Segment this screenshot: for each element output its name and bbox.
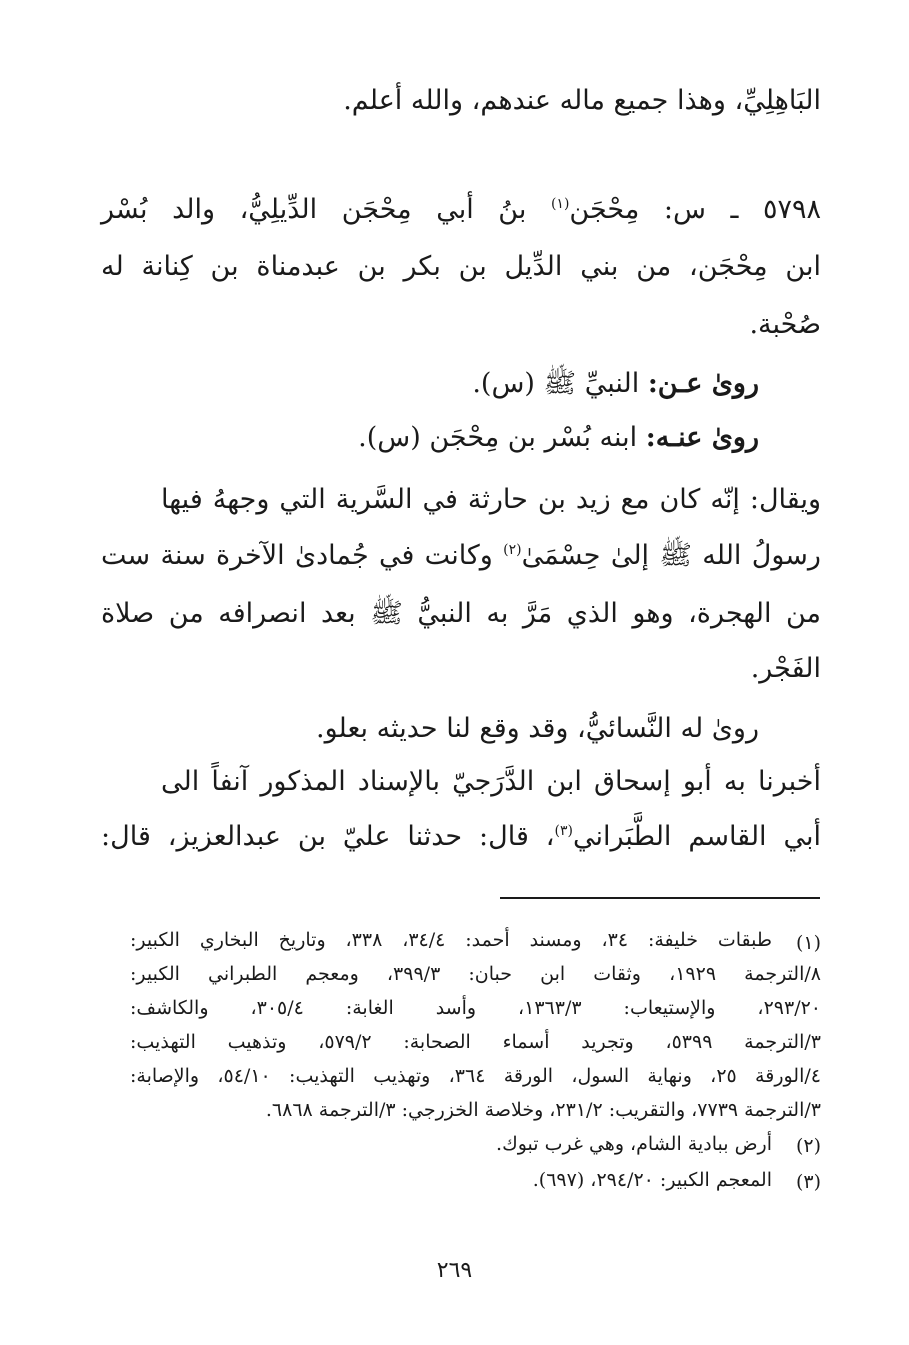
text-line-13: أبي القاسم الطَّبَراني$^{(٣)}$، قال: حدثنا عليّ بن عبدالعزيز، قال: [101,821,821,852]
entry-heading-line: ٥٧٩٨ ـ س: مِحْجَن$^{(١)}$ بنُ أبي مِحْجَن الدِّيلِيُّ، والد بُسْر [101,194,821,225]
narrated-by-label: روىٰ عنـه: [645,422,759,453]
footnote-2-number: (٢) [795,1135,821,1157]
text-line-9: من الهجرة، وهو الذي مَرَّ به النبيُّ ﷺ بعد انصرافه من صلاة [101,598,821,629]
text-line-3: ابن مِحْجَن، من بني الدِّيل بن بكر بن عبدمناة بن كِنانة له [101,251,821,282]
footnote-1-number: (١) [795,932,821,954]
text-line-1: البَاهِلِيِّ، وهذا جميع ماله عندهم، والله أعلم. [343,85,821,116]
footnote-separator [500,897,820,899]
footnote-1-line-3: ٢٩٣/٢٠، والإستيعاب: ١٣٦٣/٣، وأسد الغابة: ٣٠٥/٤، والكاشف: [130,997,822,1019]
footnote-2-text: أرض ببادية الشام، وهي غرب تبوك. [496,1133,772,1155]
footnote-1-line-6: ٣/الترجمة ٧٧٣٩، والتقريب: ٢٣١/٢، وخلاصة الخزرجي: ٣/الترجمة ٦٨٦٨. [265,1099,821,1121]
footnote-ref-2[interactable]: (٢) [503,542,522,558]
footnote-1-line-2: ٨/الترجمة ١٩٢٩، وثقات ابن حبان: ٣٩٩/٣، ومعجم الطبراني الكبير: [130,963,821,985]
footnote-ref-1[interactable]: (١) [550,196,570,212]
narrated-from-label: روىٰ عـن: [647,368,759,399]
footnote-1-line-4: ٣/الترجمة ٥٣٩٩، وتجريد أسماء الصحابة: ٥٧٩/٢، وتذهيب التهذيب: [130,1031,821,1053]
narrated-from-line: روىٰ عـن: النبيِّ ﷺ (س). [472,368,759,399]
footnote-3-text: المعجم الكبير: ٢٩٤/٢٠، (٦٩٧). [532,1169,772,1191]
footnote-1-line-5: ٤/الورقة ٢٥، ونهاية السول، الورقة ٣٦٤، وتهذيب التهذيب: ٥٤/١٠، والإصابة: [130,1065,821,1087]
footnote-1-line-1: طبقات خليفة: ٣٤، ومسند أحمد: ٣٤/٤، ٣٣٨، وتاريخ البخاري الكبير: [130,929,772,951]
footnote-ref-3[interactable]: (٣) [554,823,573,839]
footnote-3-number: (٣) [795,1171,821,1193]
page-number: ٢٦٩ [436,1258,473,1283]
text-line-7: ويقال: إنّه كان مع زيد بن حارثة في السَّرية التي وجههُ فيها [161,484,821,515]
text-line-4: صُحْبة. [749,309,821,340]
text-line-10: الفَجْر. [750,653,821,684]
narrated-by-line: روىٰ عنـه: ابنه بُسْر بن مِحْجَن (س). [358,422,759,453]
text-line-8: رسولُ الله ﷺ إلىٰ حِسْمَىٰ$^{(٢)}$ وكانت في جُمادىٰ الآخرة سنة ست [101,540,821,571]
text-line-12: أخبرنا به أبو إسحاق ابن الدَّرَجيّ بالإسناد المذكور آنفاً الى [161,766,821,797]
text-line-11: روىٰ له النَّسائيُّ، وقد وقع لنا حديثه بعلو. [316,713,759,744]
